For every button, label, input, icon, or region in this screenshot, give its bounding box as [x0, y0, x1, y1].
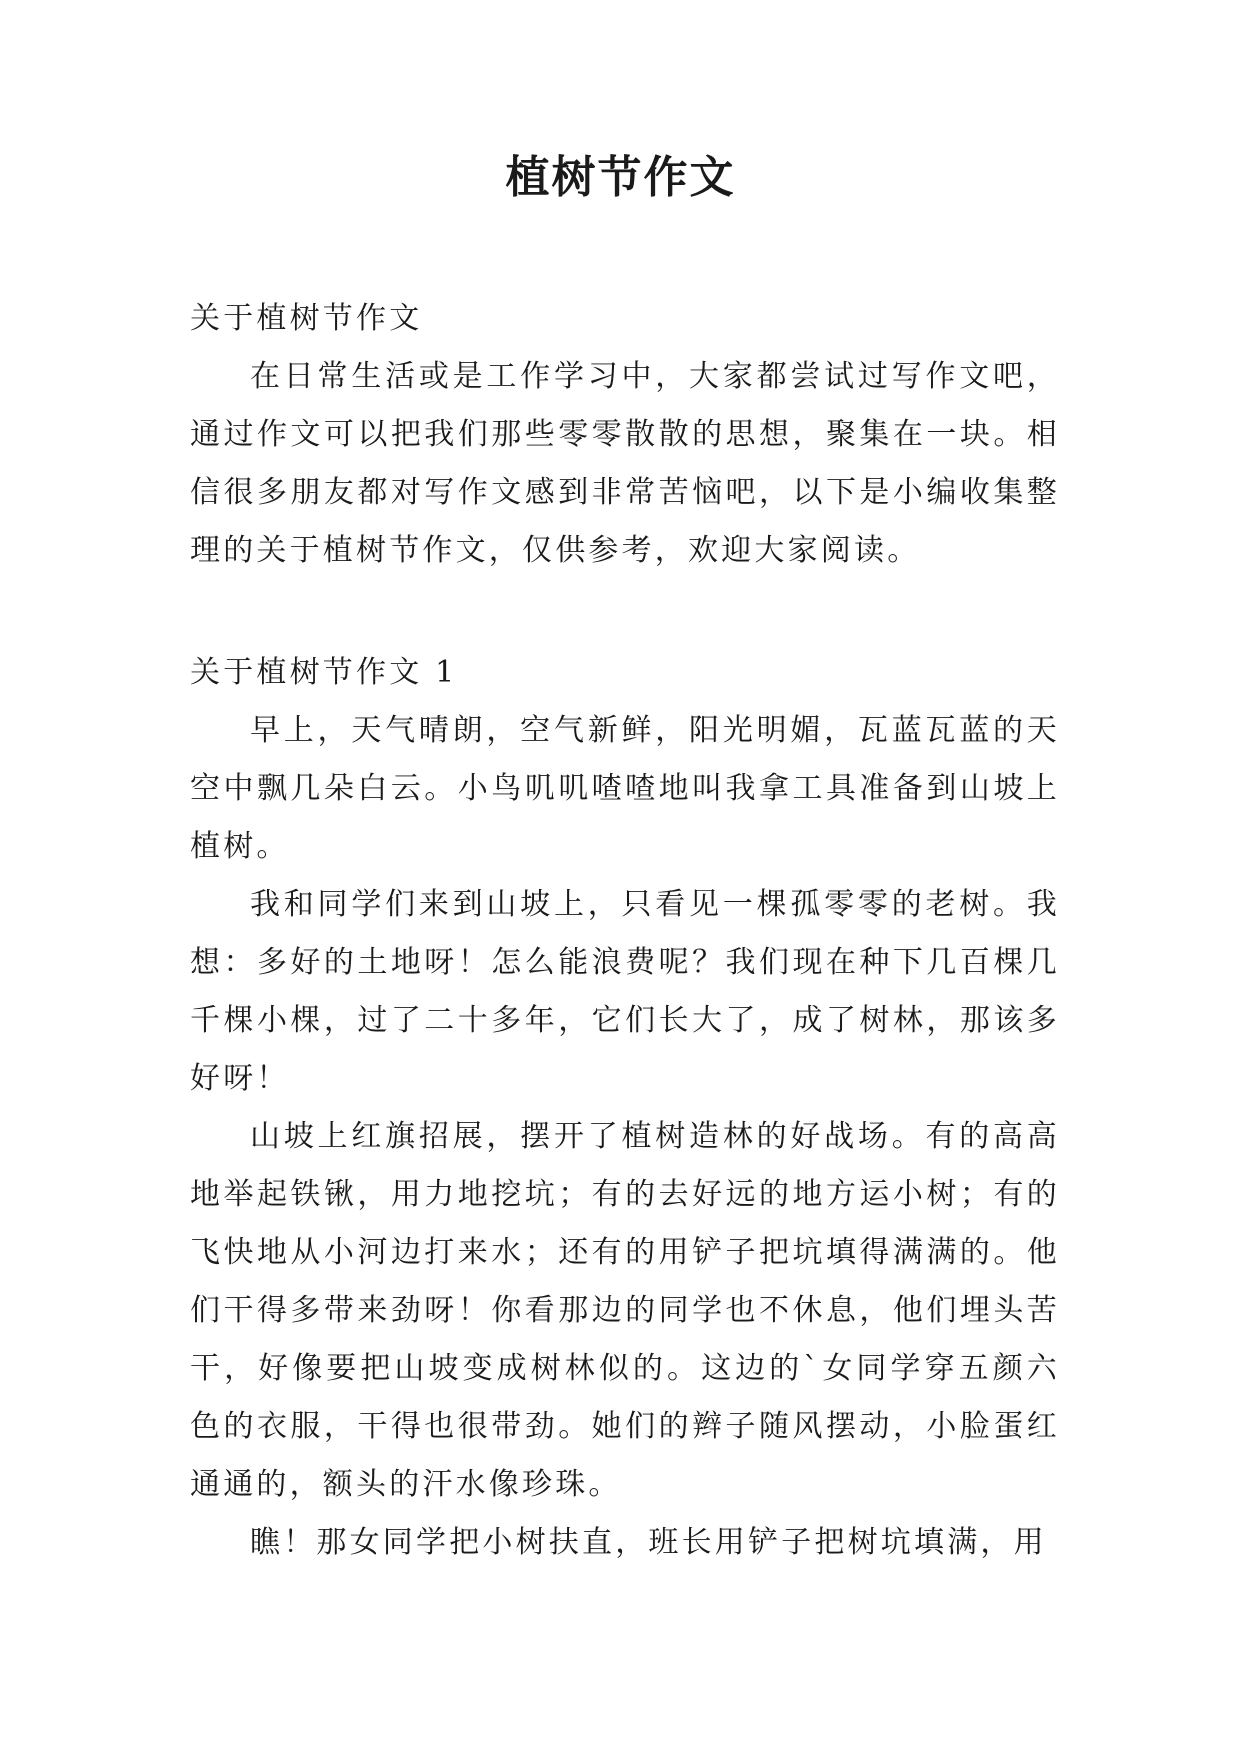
document-title: 植树节作文 [505, 152, 736, 203]
intro-heading: 关于植树节作文 [190, 301, 423, 336]
section-heading: 关于植树节作文 1 [190, 655, 458, 690]
document-body [190, 290, 1060, 1572]
body-paragraph: 我和同学们来到山坡上，只看见一棵孤零零的老树。我想：多好的土地呀！怎么能浪费呢？我们现在种下几百棵几千棵小棵，过了二十多年，它们长大了，成了树林，那该多好呀！ [190, 887, 1060, 1096]
body-paragraph: 瞧！那女同学把小树扶直，班长用铲子把树坑填满，用 [250, 1525, 1047, 1560]
body-paragraph: 山坡上红旗招展，摆开了植树造林的好战场。有的高高地举起铁锹，用力地挖坑；有的去好远的地方运小树；有的飞快地从小河边打来水；还有的用铲子把坑填得满满的。他们干得多带来劲呀！你看那边的同学也不休息，他们埋头苦干，好像要把山坡变成树林似的。这边的`女同学穿五颜六色的衣服，干得也很带劲。她们的辫子随风摆动，小脸蛋红通通的，额头的汗水像珍珠。 [190, 1119, 1060, 1502]
body-paragraph: 早上，天气晴朗，空气新鲜，阳光明媚，瓦蓝瓦蓝的天空中飘几朵白云。小鸟叽叽喳喳地叫我拿工具准备到山坡上植树。 [190, 713, 1060, 864]
section-spacer [190, 580, 1060, 644]
intro-paragraph: 在日常生活或是工作学习中，大家都尝试过写作文吧，通过作文可以把我们那些零零散散的思想，聚集在一块。相信很多朋友都对写作文感到非常苦恼吧，以下是小编收集整理的关于植树节作文，仅供参考，欢迎大家阅读。 [190, 359, 1060, 568]
